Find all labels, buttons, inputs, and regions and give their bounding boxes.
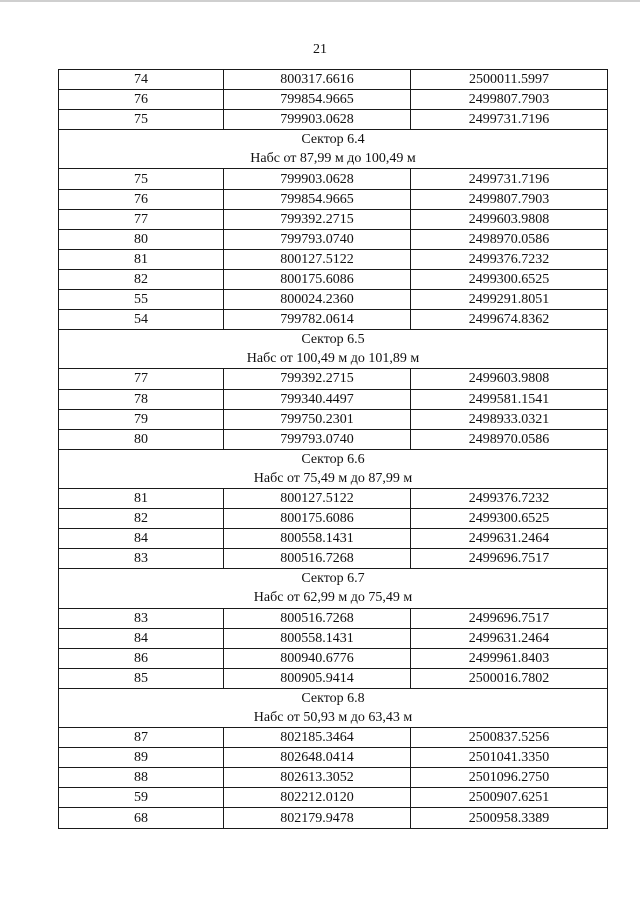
x-coordinate-cell: 802613.3052: [224, 768, 411, 788]
y-coordinate-cell: 2498970.0586: [411, 429, 608, 449]
x-coordinate-cell: 802212.0120: [224, 788, 411, 808]
point-number-cell: 88: [59, 768, 224, 788]
y-coordinate-cell: 2499731.7196: [411, 169, 608, 189]
y-coordinate-cell: 2500907.6251: [411, 788, 608, 808]
table-row: [59, 209, 608, 229]
table-row: [59, 808, 608, 828]
table-row: [59, 110, 608, 130]
point-number-cell: 68: [59, 808, 224, 828]
point-number-cell: 76: [59, 189, 224, 209]
x-coordinate-cell: 799793.0740: [224, 229, 411, 249]
y-coordinate-cell: 2499696.7517: [411, 608, 608, 628]
y-coordinate-cell: 2499674.8362: [411, 310, 608, 330]
y-coordinate-cell: 2501041.3350: [411, 748, 608, 768]
point-number-cell: 84: [59, 628, 224, 648]
table-row: [59, 549, 608, 569]
table-row: [59, 290, 608, 310]
table-row: [59, 310, 608, 330]
sector-range: Набс от 62,99 м до 75,49 м: [59, 588, 608, 608]
point-number-cell: 83: [59, 608, 224, 628]
table-row: [59, 788, 608, 808]
x-coordinate-cell: 800127.5122: [224, 249, 411, 269]
sector-title: Сектор 6.7: [59, 569, 608, 589]
x-coordinate-cell: 799903.0628: [224, 169, 411, 189]
point-number-cell: 79: [59, 409, 224, 429]
sector-range: Набс от 75,49 м до 87,99 м: [59, 469, 608, 489]
y-coordinate-cell: 2500011.5997: [411, 70, 608, 90]
x-coordinate-cell: 800175.6086: [224, 509, 411, 529]
sector-range-row: [59, 469, 608, 489]
table-row: [59, 70, 608, 90]
y-coordinate-cell: 2499581.1541: [411, 389, 608, 409]
y-coordinate-cell: 2499961.8403: [411, 648, 608, 668]
table-row: [59, 269, 608, 289]
point-number-cell: 75: [59, 169, 224, 189]
table-row: [59, 628, 608, 648]
point-number-cell: 54: [59, 310, 224, 330]
table-row: [59, 668, 608, 688]
y-coordinate-cell: 2499807.7903: [411, 90, 608, 110]
y-coordinate-cell: 2499300.6525: [411, 269, 608, 289]
x-coordinate-cell: 800317.6616: [224, 70, 411, 90]
table-row: [59, 169, 608, 189]
sector-title-row: [59, 130, 608, 150]
point-number-cell: 75: [59, 110, 224, 130]
sector-range-row: [59, 708, 608, 728]
y-coordinate-cell: 2499291.8051: [411, 290, 608, 310]
point-number-cell: 82: [59, 509, 224, 529]
table-row: [59, 648, 608, 668]
y-coordinate-cell: 2499603.9808: [411, 209, 608, 229]
table-row: [59, 509, 608, 529]
point-number-cell: 82: [59, 269, 224, 289]
sector-range: Набс от 50,93 м до 63,43 м: [59, 708, 608, 728]
y-coordinate-cell: 2501096.2750: [411, 768, 608, 788]
x-coordinate-cell: 799854.9665: [224, 189, 411, 209]
sector-title: Сектор 6.5: [59, 330, 608, 350]
x-coordinate-cell: 799782.0614: [224, 310, 411, 330]
y-coordinate-cell: 2500837.5256: [411, 728, 608, 748]
point-number-cell: 80: [59, 429, 224, 449]
point-number-cell: 87: [59, 728, 224, 748]
x-coordinate-cell: 800558.1431: [224, 529, 411, 549]
sector-range: Набс от 87,99 м до 100,49 м: [59, 149, 608, 169]
table-row: [59, 389, 608, 409]
x-coordinate-cell: 799903.0628: [224, 110, 411, 130]
x-coordinate-cell: 799392.2715: [224, 209, 411, 229]
y-coordinate-cell: 2499631.2464: [411, 529, 608, 549]
y-coordinate-cell: 2499631.2464: [411, 628, 608, 648]
point-number-cell: 77: [59, 369, 224, 389]
table-row: [59, 229, 608, 249]
point-number-cell: 77: [59, 209, 224, 229]
table-row: [59, 488, 608, 508]
table-row: [59, 90, 608, 110]
table-row: [59, 529, 608, 549]
table-row: [59, 429, 608, 449]
point-number-cell: 86: [59, 648, 224, 668]
x-coordinate-cell: 800558.1431: [224, 628, 411, 648]
point-number-cell: 89: [59, 748, 224, 768]
y-coordinate-cell: 2498933.0321: [411, 409, 608, 429]
y-coordinate-cell: 2499696.7517: [411, 549, 608, 569]
x-coordinate-cell: 802648.0414: [224, 748, 411, 768]
x-coordinate-cell: 800940.6776: [224, 648, 411, 668]
point-number-cell: 83: [59, 549, 224, 569]
sector-title: Сектор 6.4: [59, 130, 608, 150]
table-row: [59, 768, 608, 788]
table-row: [59, 189, 608, 209]
point-number-cell: 59: [59, 788, 224, 808]
point-number-cell: 74: [59, 70, 224, 90]
sector-range-row: [59, 149, 608, 169]
x-coordinate-cell: 799340.4497: [224, 389, 411, 409]
y-coordinate-cell: 2499807.7903: [411, 189, 608, 209]
table-row: [59, 728, 608, 748]
point-number-cell: 55: [59, 290, 224, 310]
sector-title: Сектор 6.8: [59, 688, 608, 708]
x-coordinate-cell: 802185.3464: [224, 728, 411, 748]
sector-title-row: [59, 569, 608, 589]
table-row: [59, 369, 608, 389]
x-coordinate-cell: 799854.9665: [224, 90, 411, 110]
x-coordinate-cell: 802179.9478: [224, 808, 411, 828]
point-number-cell: 76: [59, 90, 224, 110]
table-row: [59, 409, 608, 429]
sector-range: Набс от 100,49 м до 101,89 м: [59, 349, 608, 369]
y-coordinate-cell: 2499300.6525: [411, 509, 608, 529]
sector-title: Сектор 6.6: [59, 449, 608, 469]
point-number-cell: 85: [59, 668, 224, 688]
x-coordinate-cell: 800516.7268: [224, 608, 411, 628]
table-row: [59, 748, 608, 768]
page-number: 21: [313, 42, 327, 57]
x-coordinate-cell: 800175.6086: [224, 269, 411, 289]
y-coordinate-cell: 2500958.3389: [411, 808, 608, 828]
point-number-cell: 81: [59, 488, 224, 508]
table-row: [59, 249, 608, 269]
x-coordinate-cell: 800024.2360: [224, 290, 411, 310]
sector-title-row: [59, 330, 608, 350]
y-coordinate-cell: 2499376.7232: [411, 249, 608, 269]
sector-title-row: [59, 449, 608, 469]
y-coordinate-cell: 2499376.7232: [411, 488, 608, 508]
point-number-cell: 80: [59, 229, 224, 249]
x-coordinate-cell: 799750.2301: [224, 409, 411, 429]
y-coordinate-cell: 2499731.7196: [411, 110, 608, 130]
top-edge-rule: [0, 0, 640, 2]
sector-title-row: [59, 688, 608, 708]
coordinates-table: [58, 69, 608, 829]
y-coordinate-cell: 2500016.7802: [411, 668, 608, 688]
sector-range-row: [59, 588, 608, 608]
sector-range-row: [59, 349, 608, 369]
table-row: [59, 608, 608, 628]
point-number-cell: 81: [59, 249, 224, 269]
coordinates-table-body: [59, 70, 608, 829]
x-coordinate-cell: 800127.5122: [224, 488, 411, 508]
y-coordinate-cell: 2499603.9808: [411, 369, 608, 389]
x-coordinate-cell: 800516.7268: [224, 549, 411, 569]
y-coordinate-cell: 2498970.0586: [411, 229, 608, 249]
x-coordinate-cell: 799392.2715: [224, 369, 411, 389]
point-number-cell: 78: [59, 389, 224, 409]
x-coordinate-cell: 799793.0740: [224, 429, 411, 449]
x-coordinate-cell: 800905.9414: [224, 668, 411, 688]
point-number-cell: 84: [59, 529, 224, 549]
